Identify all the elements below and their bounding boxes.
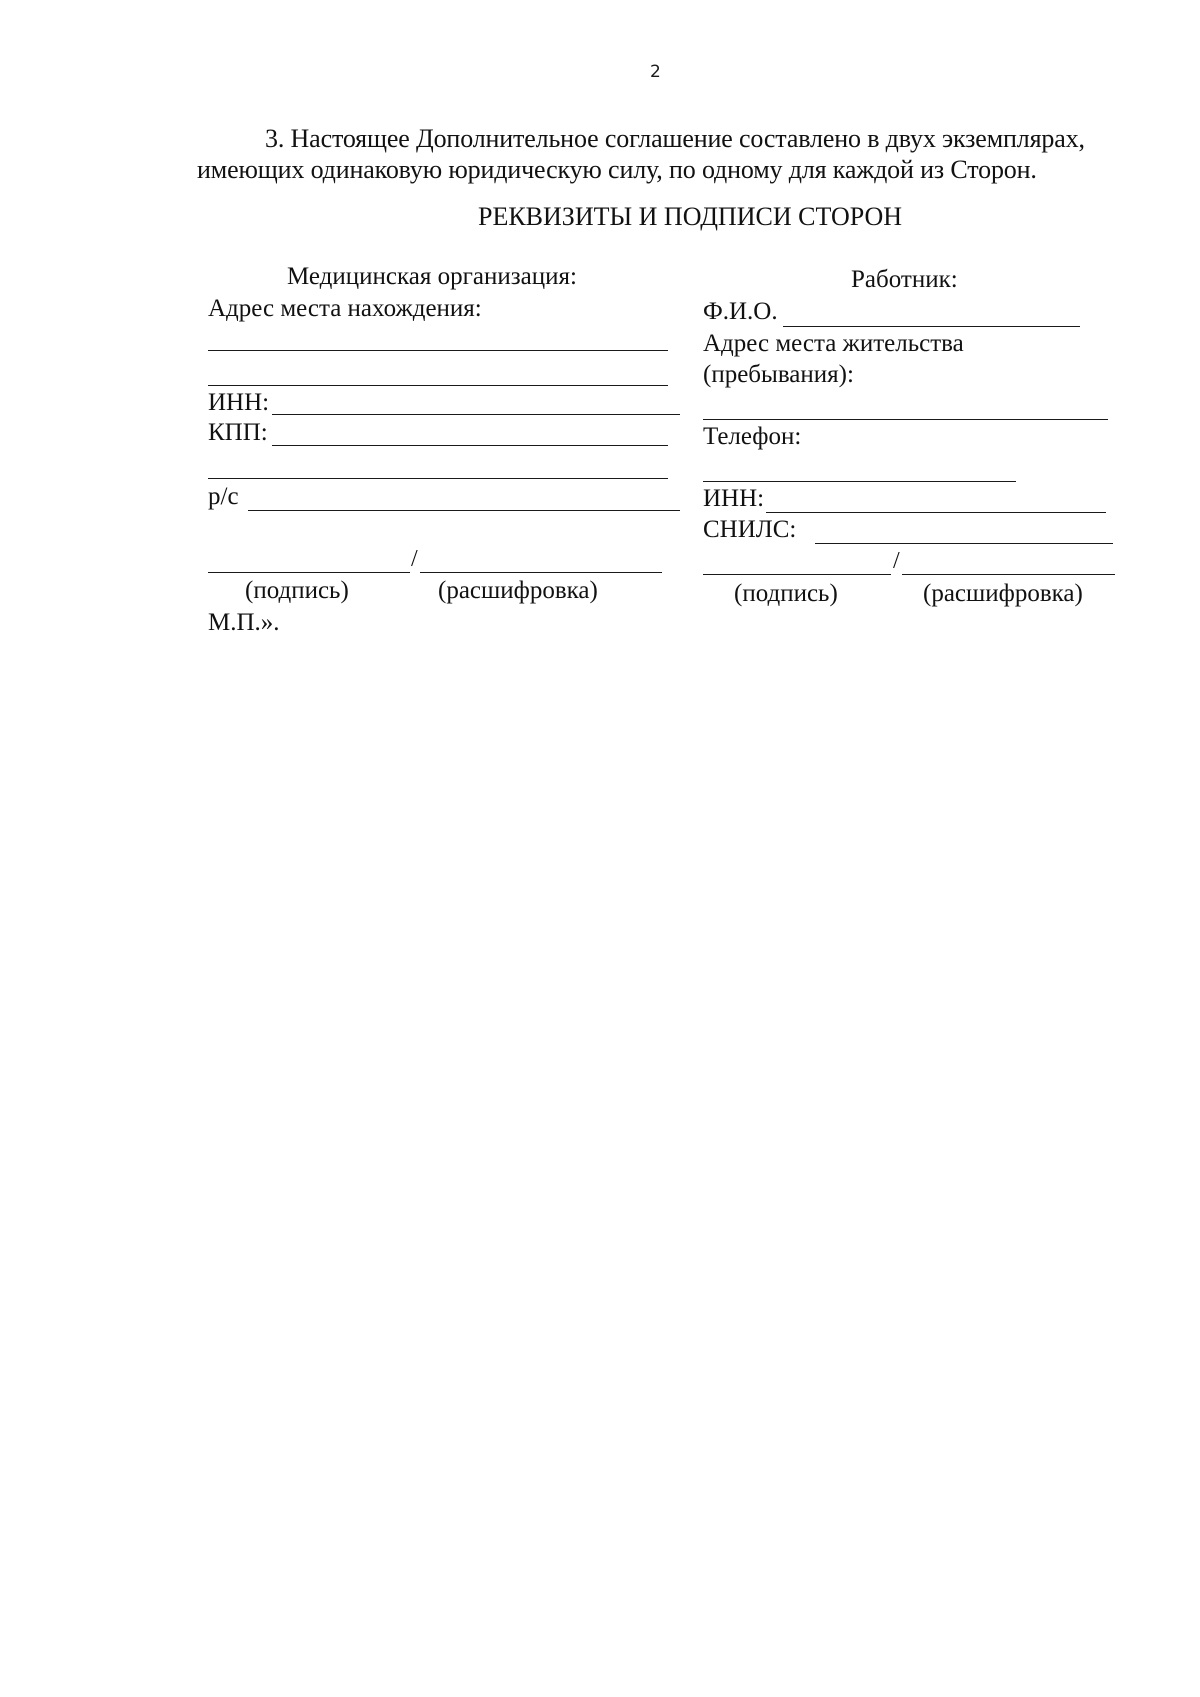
worker-fio-label: Ф.И.О. [703,298,778,325]
worker-signature-caption: (подпись) [734,580,838,607]
worker-fio-line [783,326,1080,327]
organization-heading: Медицинская организация: [287,263,577,290]
worker-signature-slash: / [893,548,900,574]
organization-address-label: Адрес места нахождения: [208,295,482,322]
worker-snils-line [815,543,1113,544]
organization-signature-caption: (подпись) [245,577,349,604]
worker-transcript-caption: (расшифровка) [923,580,1083,607]
worker-phone-label: Телефон: [703,423,802,450]
organization-account-line [248,510,680,511]
organization-signature-line [208,572,410,573]
organization-address-line-2 [208,385,668,386]
worker-transcript-line [902,574,1115,575]
worker-address-label-line-2: (пребывания): [703,361,854,388]
worker-address-line [703,419,1108,420]
worker-inn-line [766,512,1106,513]
page-number: 2 [650,62,661,82]
worker-address-label-line-1: Адрес места жительства [703,330,964,357]
worker-phone-line [703,481,1016,482]
organization-kpp-line [272,445,668,446]
organization-account-label: р/с [208,483,239,510]
clause-3-line-1: 3. Настоящее Дополнительное соглашение составлено в двух экземплярах, [265,124,1085,153]
section-title: РЕКВИЗИТЫ И ПОДПИСИ СТОРОН [478,202,903,231]
organization-extra-line [208,478,668,479]
organization-signature-slash: / [411,546,418,572]
worker-inn-label: ИНН: [703,485,765,512]
organization-stamp-label: М.П.». [208,609,280,636]
organization-kpp-label: КПП: [208,419,268,446]
organization-inn-line [272,414,680,415]
worker-signature-line [703,574,891,575]
organization-transcript-line [420,572,662,573]
worker-heading: Работник: [851,266,958,293]
organization-address-line-1 [208,350,668,351]
organization-inn-label: ИНН: [208,389,270,416]
organization-transcript-caption: (расшифровка) [438,577,598,604]
worker-snils-label: СНИЛС: [703,516,797,543]
clause-3-line-2: имеющих одинаковую юридическую силу, по одному для каждой из Сторон. [197,155,1037,184]
